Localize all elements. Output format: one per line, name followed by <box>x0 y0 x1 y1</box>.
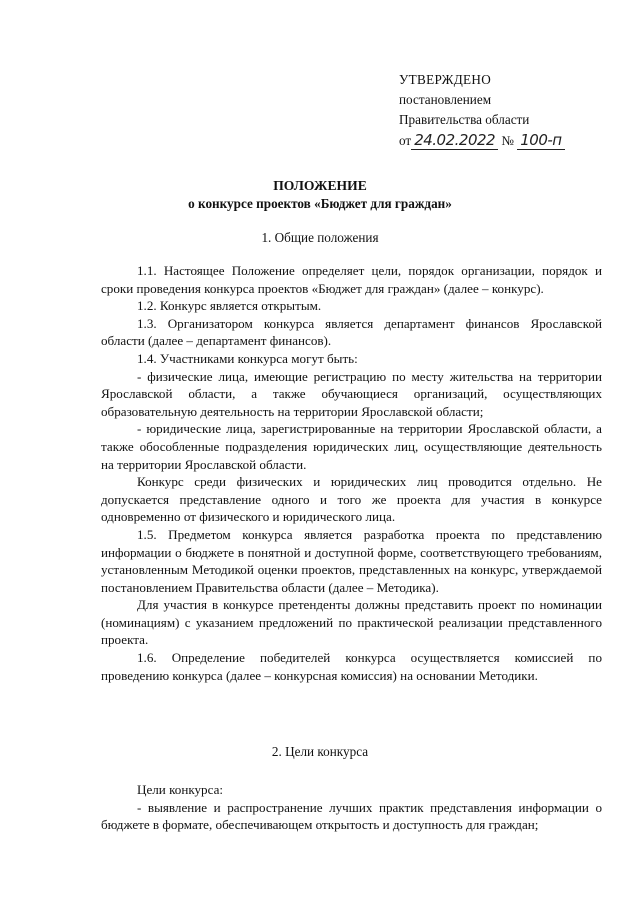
paragraph-individuals: - физические лица, имеющие регистрацию по месту жительства на территории Ярославской области, а также обучающиеся организаций, осуществляющих образовательную деятельность на территории Ярославской области; <box>101 368 602 419</box>
approval-line-2: Правительства области <box>399 112 530 127</box>
paragraph-1-2: 1.2. Конкурс является открытым. <box>137 298 322 314</box>
paragraph-separate-contest: Конкурс среди физических и юридических лиц проводится отдельно. Не допускается представление одного и того же проекта для участия в конкурсе одновременно от физического и юридического лица. <box>101 474 602 525</box>
paragraph-goals-intro: Цели конкурса: <box>137 782 224 797</box>
section-2-body <box>101 781 602 834</box>
from-prefix: от <box>399 133 412 148</box>
approval-stamp <box>399 70 565 151</box>
approval-title: УТВЕРЖДЕНО <box>399 72 492 87</box>
approval-line-1: постановлением <box>399 92 492 107</box>
paragraph-participation: Для участия в конкурсе претенденты должны представить проект по номинации (номинациям) с указанием предложений по практической реализации представленного проекта. <box>101 597 602 648</box>
paragraph-goal-1: - выявление и распространение лучших практик представления информации о бюджете в формате, обеспечивающем открытость и доступность для граждан; <box>101 799 602 833</box>
paragraph-1-5: 1.5. Предметом конкурса является разработка проекта по представлению информации о бюджете в понятной и доступной форме, соответствующего требованиям, установленным Методикой оценки проектов, представленных на конкурс, утверждаемой постановлением Правительства области (далее – Методика). <box>101 526 602 595</box>
approval-date-row <box>399 130 565 151</box>
document-subtitle: о конкурсе проектов «Бюджет для граждан» <box>188 196 452 211</box>
handwritten-number: 100-п <box>517 131 564 150</box>
document-title: ПОЛОЖЕНИЕ <box>273 178 367 193</box>
section-1-body <box>101 262 602 684</box>
paragraph-1-4: 1.4. Участниками конкурса могут быть: <box>137 350 358 366</box>
paragraph-1-6: 1.6. Определение победителей конкурса осуществляется комиссией по проведению конкурса (далее – конкурсная комиссия) на основании Методики. <box>101 650 602 683</box>
paragraph-legal-entities: - юридические лица, зарегистрированные на территории Ярославской области, а также обособленные подразделения юридических лиц, осуществляющие деятельность на территории Ярославской области. <box>101 421 602 472</box>
paragraph-1-3: 1.3. Организатором конкурса является департамент финансов Ярославской области (далее – департамент финансов). <box>101 315 602 349</box>
handwritten-date: 24.02.2022 <box>411 131 498 150</box>
section-1-heading: 1. Общие положения <box>261 230 379 245</box>
section-2-heading: 2. Цели конкурса <box>271 744 369 759</box>
number-prefix: № <box>501 133 514 148</box>
paragraph-1-1: 1.1. Настоящее Положение определяет цели, порядок организации, порядок и сроки проведения конкурса проектов «Бюджет для граждан» (далее – конкурс). <box>101 263 602 296</box>
